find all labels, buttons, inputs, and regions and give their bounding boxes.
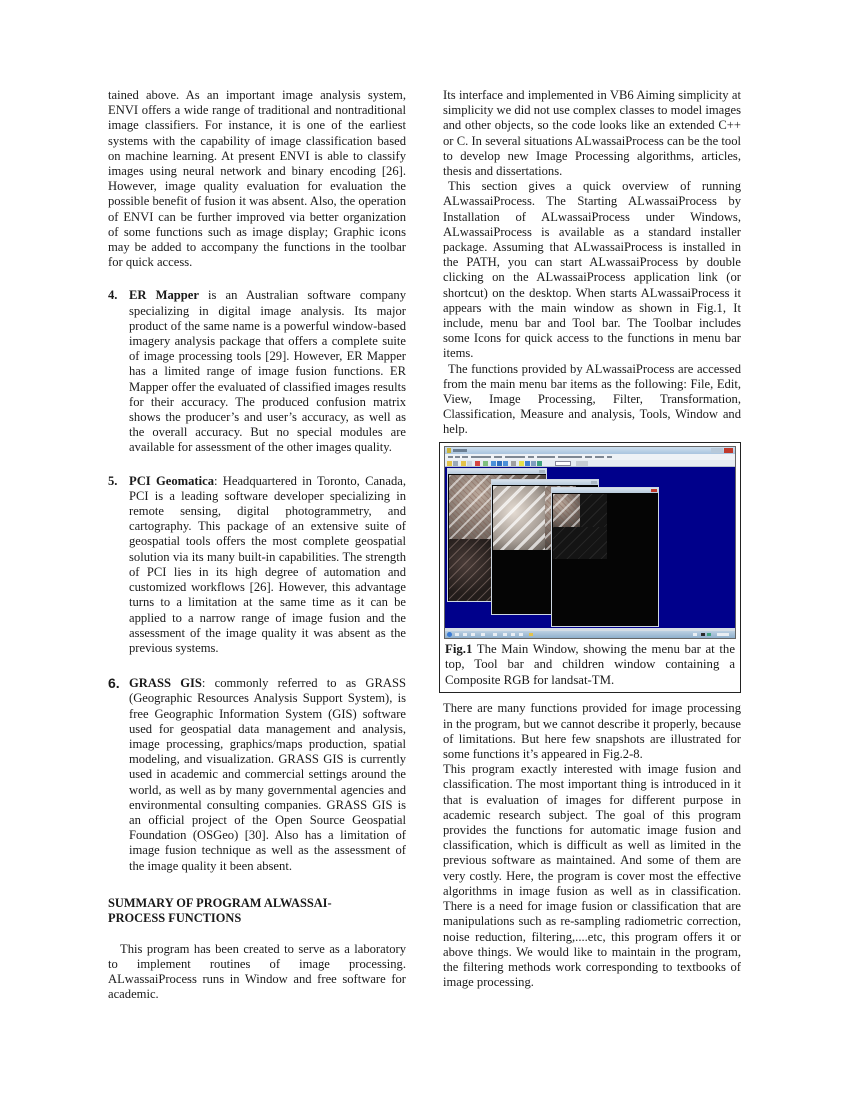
list-separator: : bbox=[201, 676, 206, 691]
section-heading bbox=[108, 896, 406, 926]
functions-paragraph: The functions provided by ALwassaiProcess are accessed from the main menu bar items as the following: File, Edit, View, Image Processing, Filter, Transformation, Classification, Measure and analysis, Tools, Window and help. bbox=[443, 361, 741, 437]
goal-paragraph: This program exactly interested with image fusion and classification. The most important thing is introduced in it that is evaluation of images for different purpose in academic research subject. The goal of this program provides the functions for automatic image fusion and classification, which is difficult as well as limited in the previous software as maintained. And some of them are very costly. Here, the program is cover most the effective algorithms in image fusion as well as in classification. There is a need for image fusion or classification that are manipulations such as re-sampling radiometric correction, noise reduction, filtering,....etc, this program offers it or above things. We would like to maintain in the program, the filtering methods work corresponding to textbooks of image processing. bbox=[443, 762, 741, 990]
list-term: GRASS GIS bbox=[129, 676, 202, 691]
figure-1 bbox=[439, 442, 741, 694]
summary-paragraph: This program has been created to serve as a laboratory to implement routines of image processing. ALwassaiProcess runs in Window and free software for academic. bbox=[108, 941, 406, 1002]
main-window-screenshot bbox=[444, 446, 736, 639]
window-titlebar bbox=[445, 447, 735, 454]
section-heading-line1: SUMMARY OF PROGRAM ALWASSAI- bbox=[108, 895, 332, 910]
list-separator: : bbox=[214, 473, 218, 488]
figure-caption-text: The Main Window, showing the menu bar at the top, Tool bar and children window containing a Composite RGB for landsat-TM. bbox=[445, 641, 735, 687]
tool-bar bbox=[445, 460, 735, 467]
overview-paragraph: This section gives a quick overview of running ALwassaiProcess. The Starting ALwassaiProcess by Installation of ALwassaiProcess under Windows, ALwassaiProcess is available as a standard installer package. Assuming that ALwassaiProcess is installed in the PATH, you can start ALwassaiProcess by double clicking on the ALwassaiProcess application link (or shortcut) on the desktop. When starts ALwassaiProcess it appears with the main window as shown in Fig.1, It include, menu bar and Tool bar. The Toolbar includes some Icons for quick access to the functions in menu bar items. bbox=[443, 179, 741, 361]
list-text: commonly referred to as GRASS (Geographic Resources Analysis Support System), is free Geographic Information System (GIS) software used for geospatial data management and analysis, image processing, graphics/maps production, spatial modeling, and visualization. GRASS GIS is currently used in academic and commercial settings around the world, as well as by many governmental agencies and environmental consulting companies. GRASS GIS is an official project of the Open Source Geospatial Foundation (OSGeo) [30]. Also has a limitation of image fusion technique as well as the assessment of the image quality it been absent. bbox=[129, 676, 407, 873]
child-window-3 bbox=[551, 487, 659, 627]
window-title bbox=[453, 449, 467, 452]
envi-paragraph: tained above. As an important image analysis system, ENVI offers a wide range of traditional and nontraditional image classifiers. For instance, it is one of the earliest systems with the capability of image classification based on machine learning. At present ENVI is able to classify images using neural network and binary encoding [26]. However, image quality evaluation for evaluation the possible benefit of fusion it was absent. Also, the operation of ENVI can be further improved via better organization of some functions such as image display; Graphic icons may be added to accompany the functions in the toolbar for quick access. bbox=[108, 88, 406, 270]
minimize-maximize-icons bbox=[711, 448, 723, 453]
figure-caption bbox=[444, 642, 736, 689]
close-icon bbox=[724, 448, 733, 453]
os-taskbar bbox=[445, 631, 735, 638]
left-column bbox=[108, 88, 406, 1003]
section-heading-line2: PROCESS FUNCTIONS bbox=[108, 910, 242, 925]
list-term: ER Mapper bbox=[129, 288, 199, 303]
list-text: is an Australian software company specializing in digital image analysis. Its major product of the same name is a powerful window-based imagery analysis package that offers a complete suite of image processing tools [29]. However, ER Mapper has a limited range of image fusion functions. ER Mapper offer the evaluated of classified images results for their accuracy. The produced confusion matrix shows the producer’s and user’s accuracy, as well as the overall accuracy. But no special modules are available for assessment of the other images quality. bbox=[129, 288, 406, 455]
snapshots-paragraph: There are many functions provided for image processing in the program, but we cannot describe it properly, because of limitations. But here few snapshots are illustrated for some functions it’s appeared in Fig.2-8. bbox=[443, 701, 741, 762]
list-item-grass-gis bbox=[108, 676, 406, 874]
app-icon bbox=[447, 448, 451, 453]
list-term: PCI Geomatica bbox=[129, 473, 214, 488]
figure-label: Fig.1 bbox=[445, 641, 473, 656]
right-column bbox=[443, 88, 741, 990]
list-number: 4. bbox=[108, 288, 118, 303]
start-button-icon bbox=[447, 632, 452, 637]
list-number: 5. bbox=[108, 473, 118, 488]
list-number: 6. bbox=[108, 675, 120, 692]
list-text: Headquartered in Toronto, Canada, PCI is a leading software developer specializing in remote sensing, digital photogrammetry, and cartography. This package of an extensive suite of geospatial tools offers the most complete geospatial solution via its many built-in capabilities. The strength of PCI lies in its high degree of automation and customized workflows [26]. However, this advantage turns to a limitation at the same time as it can be applied to a narrow range of image fusion and the assessment of the image quality it was absent as the previous systems. bbox=[129, 473, 406, 655]
interface-paragraph: Its interface and implemented in VB6 Aiming simplicity at simplicity we did not use complex classes to model images and other objects, so the code looks like an extended C++ or C. In several situations ALwassaiProcess can be the tool to develop new Image Processing algorithms, articles, thesis and dissertations. bbox=[443, 88, 741, 179]
list-item-pci-geomatica bbox=[108, 474, 406, 656]
list-item-er-mapper bbox=[108, 288, 406, 455]
